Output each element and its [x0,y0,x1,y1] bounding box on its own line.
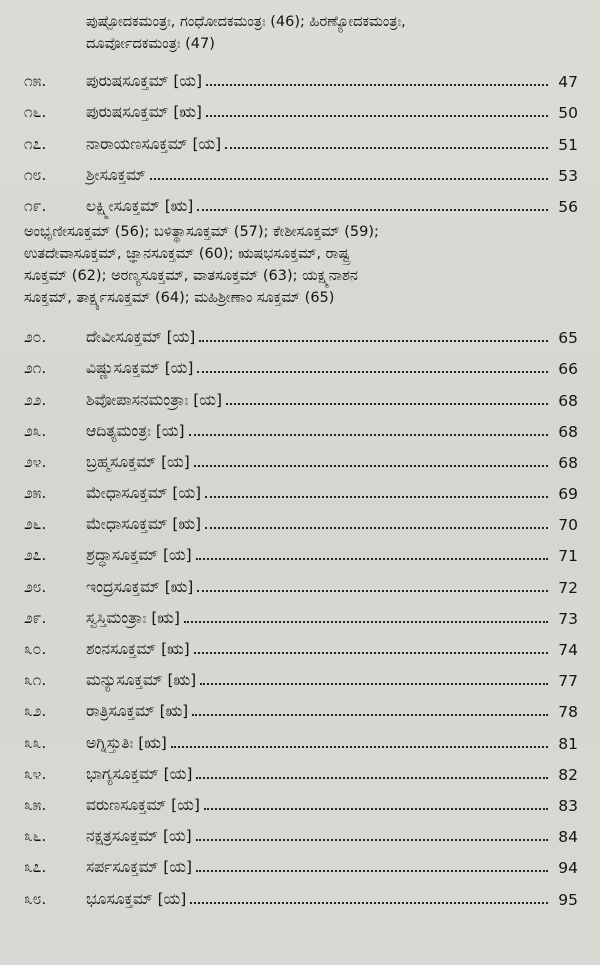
entry-page: 71 [558,547,578,566]
toc-row [24,534,578,565]
entry-page: 81 [558,734,578,753]
entry-title: ಪುರುಷಸೂಕ್ತಮ್ [ಋ] [86,103,202,122]
dot-leader [184,621,548,623]
entry-title: ರಾತ್ರಿಸೂಕ್ತಮ್ [ಋ] [86,702,189,721]
toc-row [24,659,578,690]
entry-title: ದೇವೀಸೂಕ್ತಮ್ [ಯ] [86,328,196,347]
entry-number: ೧೬. [24,103,47,122]
dot-leader [194,652,548,654]
dot-leader [204,808,548,810]
entry-page: 70 [558,516,578,535]
entry-title: ಸ್ವಸ್ತಿಮಂತ್ರಾಃ [ಋ] [86,608,180,627]
entry-page: 73 [558,609,578,628]
entry-page: 56 [558,197,578,216]
entry-title: ಬ್ರಹ್ಮಸೂಕ್ತಮ್ [ಯ] [86,452,190,471]
entry-title: ವಿಷ್ಣುಸೂಕ್ತಮ್ [ಯ] [86,359,194,378]
entry-number: ೩೨. [24,702,47,721]
sub-entry-line: ಪುಷ್ಪೋದಕಮಂತ್ರಃ, ಗಂಧೋದಕಮಂತ್ರಃ (46); ಹಿರಣ್ಯೋದಕಮಂತ್ರಃ, [86,14,406,30]
entry-title: ಶಿವೋಪಾಸನಮಂತ್ರಾಃ [ಯ] [86,390,222,409]
dot-leader [150,178,548,180]
entry-title: ನಾರಾಯಣಸೂಕ್ತಮ್ [ಯ] [86,134,222,153]
entry-page: 68 [558,391,578,410]
dot-leader [205,527,548,529]
toc-row [24,472,578,503]
entry-number: ೨೮. [24,577,47,596]
entry-page: 65 [558,329,578,348]
entry-number: ೨೫. [24,484,47,503]
dot-leader [196,558,548,560]
toc-row [24,565,578,596]
dot-leader [197,209,548,211]
entry-title: ಮೇಧಾಸೂಕ್ತಮ್ [ಯ] [86,484,202,503]
toc-row [24,378,578,409]
entry-number: ೧೭. [24,134,47,153]
entry-page: 95 [558,890,578,909]
entry-page: 78 [558,703,578,722]
dot-leader [225,147,548,149]
entry-page: 72 [558,578,578,597]
sub-entry-line: ಸೂಕ್ತಮ್, ತಾರ್ಕ್ಷ್ಯಸೂಕ್ತಮ್ (64); ಮಹಿಶ್ರೀಣಾಂ ಸೂಕ್ತಮ್ (65) [24,289,335,306]
entry-number: ೨೬. [24,515,47,534]
toc-row [24,753,578,784]
sub-entry-line: ಸೂಕ್ತಮ್ (62); ಅರಣ್ಯಸೂಕ್ತಮ್, ವಾತಸೂಕ್ತಮ್ (63); ಯಕ್ಷ್ಮನಾಶನ [24,267,358,284]
toc-row [24,815,578,846]
dot-leader [196,870,548,872]
dot-leader [206,115,548,117]
entry-title: ಭೂಸೂಕ್ತಮ್ [ಯ] [86,889,187,908]
sub-entry-line: ದೂರ್ವೋದಕಮಂತ್ರಃ (47) [86,36,215,52]
entry-title: ಪುರುಷಸೂಕ್ತಮ್ [ಯ] [86,72,203,91]
entry-page: 47 [558,73,578,92]
entry-number: ೨೯. [24,608,47,627]
dot-leader [171,746,548,748]
entry-page: 74 [558,641,578,659]
toc-row [24,91,578,122]
dot-leader [197,590,548,592]
entry-number: ೩೪. [24,764,47,783]
dot-leader [190,902,548,904]
entry-number: ೨೦. [24,328,47,347]
entry-title: ನಕ್ಷತ್ರಸೂಕ್ತಮ್ [ಯ] [86,827,192,846]
entry-page: 94 [558,859,578,878]
entry-title: ವರುಣಸೂಕ್ತಮ್ [ಯ] [86,795,200,814]
toc-list-a [24,60,578,216]
sub-entry-line: ಉತದೇವಾಸೂಕ್ತಮ್, ಜ್ಞಾನಸೂಕ್ತಮ್ (60); ಋಷಭಸೂಕ್ತಮ್, ರಾಷ್ಟ್ರ [24,245,350,262]
entry-title: ಶ್ರೀಸೂಕ್ತಮ್ [86,165,146,184]
entry-page: 50 [558,104,578,123]
entry-number: ೩೫. [24,795,47,814]
entry-number: ೨೪. [24,452,47,471]
dot-leader [197,371,548,373]
entry-number: ೨೩. [24,421,47,440]
toc-row [24,503,578,534]
toc-row [24,60,578,91]
sub-entries-middle [24,220,578,310]
sub-entries-top [86,10,578,56]
entry-number: ೩೮. [24,889,47,908]
entry-number: ೨೭. [24,546,47,565]
entry-title: ಇಂದ್ರಸೂಕ್ತಮ್ [ಋ] [86,577,194,596]
sub-entry-line: ಅಂಭೃಣೀಸೂಕ್ತಮ್ (56); ಬಳಿತ್ಥಾಸೂಕ್ತಮ್ (57); ಕೇಶೀಸೂಕ್ತಮ್ (59); [24,223,379,240]
toc-row [24,877,578,908]
dot-leader [206,84,548,86]
entry-page: 68 [558,422,578,441]
toc-list-b [24,316,578,909]
toc-row [24,316,578,347]
entry-number: ೨೧. [24,359,47,378]
entry-number: ೩೩. [24,733,47,752]
toc-row [24,122,578,153]
toc-row [24,154,578,185]
toc-row [24,185,578,216]
toc-row [24,597,578,628]
toc-row [24,846,578,877]
entry-page: 82 [558,765,578,784]
entry-number: ೩೬. [24,827,47,846]
toc-row [24,690,578,721]
toc-row [24,441,578,472]
toc-row [24,721,578,752]
dot-leader [200,683,548,685]
toc-row [24,784,578,815]
toc-row [24,628,578,659]
toc-row [24,410,578,441]
entry-title: ಆದಿತ್ಯಮಂತ್ರಃ [ಯ] [86,421,185,440]
entry-title: ಅಗ್ನಿಸ್ತುತಿಃ [ಋ] [86,733,167,752]
dot-leader [205,496,548,498]
entry-page: 68 [558,453,578,472]
entry-title: ಶ್ರದ್ಧಾಸೂಕ್ತಮ್ [ಯ] [86,546,192,565]
dot-leader [194,465,548,467]
entry-page: 83 [558,796,578,815]
entry-number: ೧೮. [24,165,47,184]
entry-page: 77 [558,672,578,691]
entry-number: ೧೫. [24,72,47,91]
entry-number: ೨೨. [24,390,47,409]
entry-title: ಲಕ್ಷ್ಮೀಸೂಕ್ತಮ್ [ಋ] [86,196,194,215]
entry-number: ೩೦. [24,640,47,658]
entry-title: ಮೇಧಾಸೂಕ್ತಮ್ [ಋ] [86,515,201,534]
entry-title: ಶಂನಸೂಕ್ತಮ್ [ಋ] [86,640,190,658]
dot-leader [189,434,548,436]
entry-page: 84 [558,828,578,847]
toc-row [24,347,578,378]
dot-leader [196,777,548,779]
entry-title: ಭಾಗ್ಯಸೂಕ್ತಮ್ [ಯ] [86,764,193,783]
entry-page: 69 [558,485,578,504]
entry-title: ಸರ್ಪಸೂಕ್ತಮ್ [ಯ] [86,858,192,877]
entry-page: 53 [558,166,578,185]
entry-title: ಮನ್ಯುಸೂಕ್ತಮ್ [ಋ] [86,671,197,690]
entry-number: ೩೭. [24,858,47,877]
dot-leader [192,714,548,716]
entry-page: 66 [558,360,578,379]
dot-leader [199,340,548,342]
entry-page: 51 [558,135,578,154]
entry-number: ೩೧. [24,671,47,690]
dot-leader [196,839,548,841]
dot-leader [226,403,548,405]
entry-number: ೧೯. [24,196,47,215]
